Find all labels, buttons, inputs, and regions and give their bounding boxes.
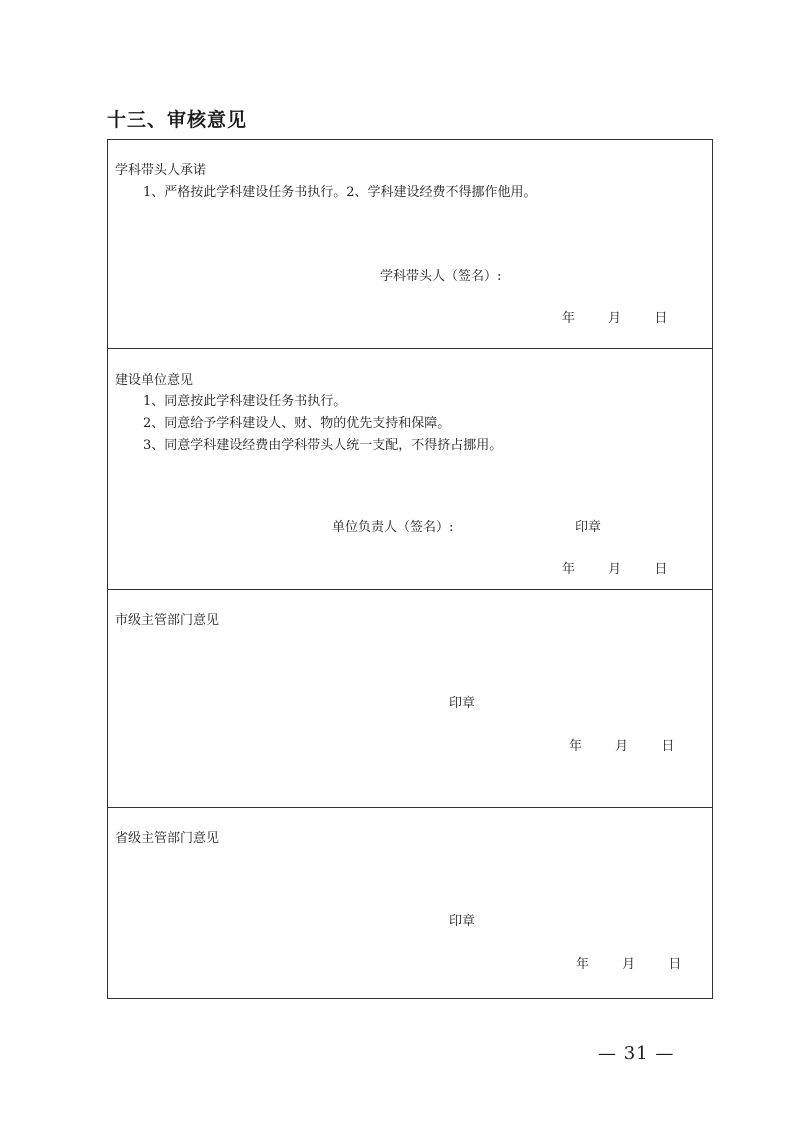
- city-opinion-panel: [108, 590, 712, 808]
- page-title: 十三、审核意见: [107, 109, 248, 131]
- leader-commitment-text: 1、严格按此学科建设任务书执行。2、学科建设经费不得挪作他用。: [143, 185, 537, 200]
- unit-opinion-heading: 建设单位意见: [115, 373, 194, 388]
- leader-signature-label: 学科带头人（签名）:: [380, 269, 502, 284]
- province-seal-label: 印章: [449, 914, 476, 929]
- unit-opinion-item: 1、同意按此学科建设任务书执行。: [143, 394, 347, 409]
- year-label: 年: [562, 562, 576, 577]
- province-date-line: [576, 958, 681, 971]
- year-label: 年: [562, 311, 576, 326]
- unit-opinion-item: 2、同意给予学科建设人、财、物的优先支持和保障。: [143, 416, 451, 431]
- year-label: 年: [576, 957, 590, 972]
- unit-opinion-panel: [108, 349, 712, 590]
- leader-commitment-panel: [108, 140, 712, 349]
- day-label: 日: [668, 957, 682, 972]
- page-number: — 31 —: [598, 1043, 675, 1064]
- day-label: 日: [654, 562, 668, 577]
- province-opinion-panel: [108, 808, 712, 998]
- month-label: 月: [622, 957, 636, 972]
- unit-signature-label: 单位负责人（签名）:: [332, 520, 454, 535]
- year-label: 年: [569, 739, 583, 754]
- month-label: 月: [615, 739, 629, 754]
- day-label: 日: [654, 311, 668, 326]
- review-opinion-table: [107, 139, 713, 999]
- month-label: 月: [608, 311, 622, 326]
- unit-opinion-item: 3、同意学科建设经费由学科带头人统一支配，不得挤占挪用。: [143, 438, 503, 453]
- city-date-line: [569, 740, 674, 753]
- unit-seal-label: 印章: [575, 520, 602, 535]
- day-label: 日: [661, 739, 675, 754]
- unit-date-line: [562, 563, 667, 576]
- province-opinion-heading: 省级主管部门意见: [115, 831, 220, 846]
- leader-commitment-heading: 学科带头人承诺: [115, 163, 207, 178]
- month-label: 月: [608, 562, 622, 577]
- city-seal-label: 印章: [449, 696, 476, 711]
- leader-date-line: [562, 312, 667, 325]
- city-opinion-heading: 市级主管部门意见: [115, 613, 220, 628]
